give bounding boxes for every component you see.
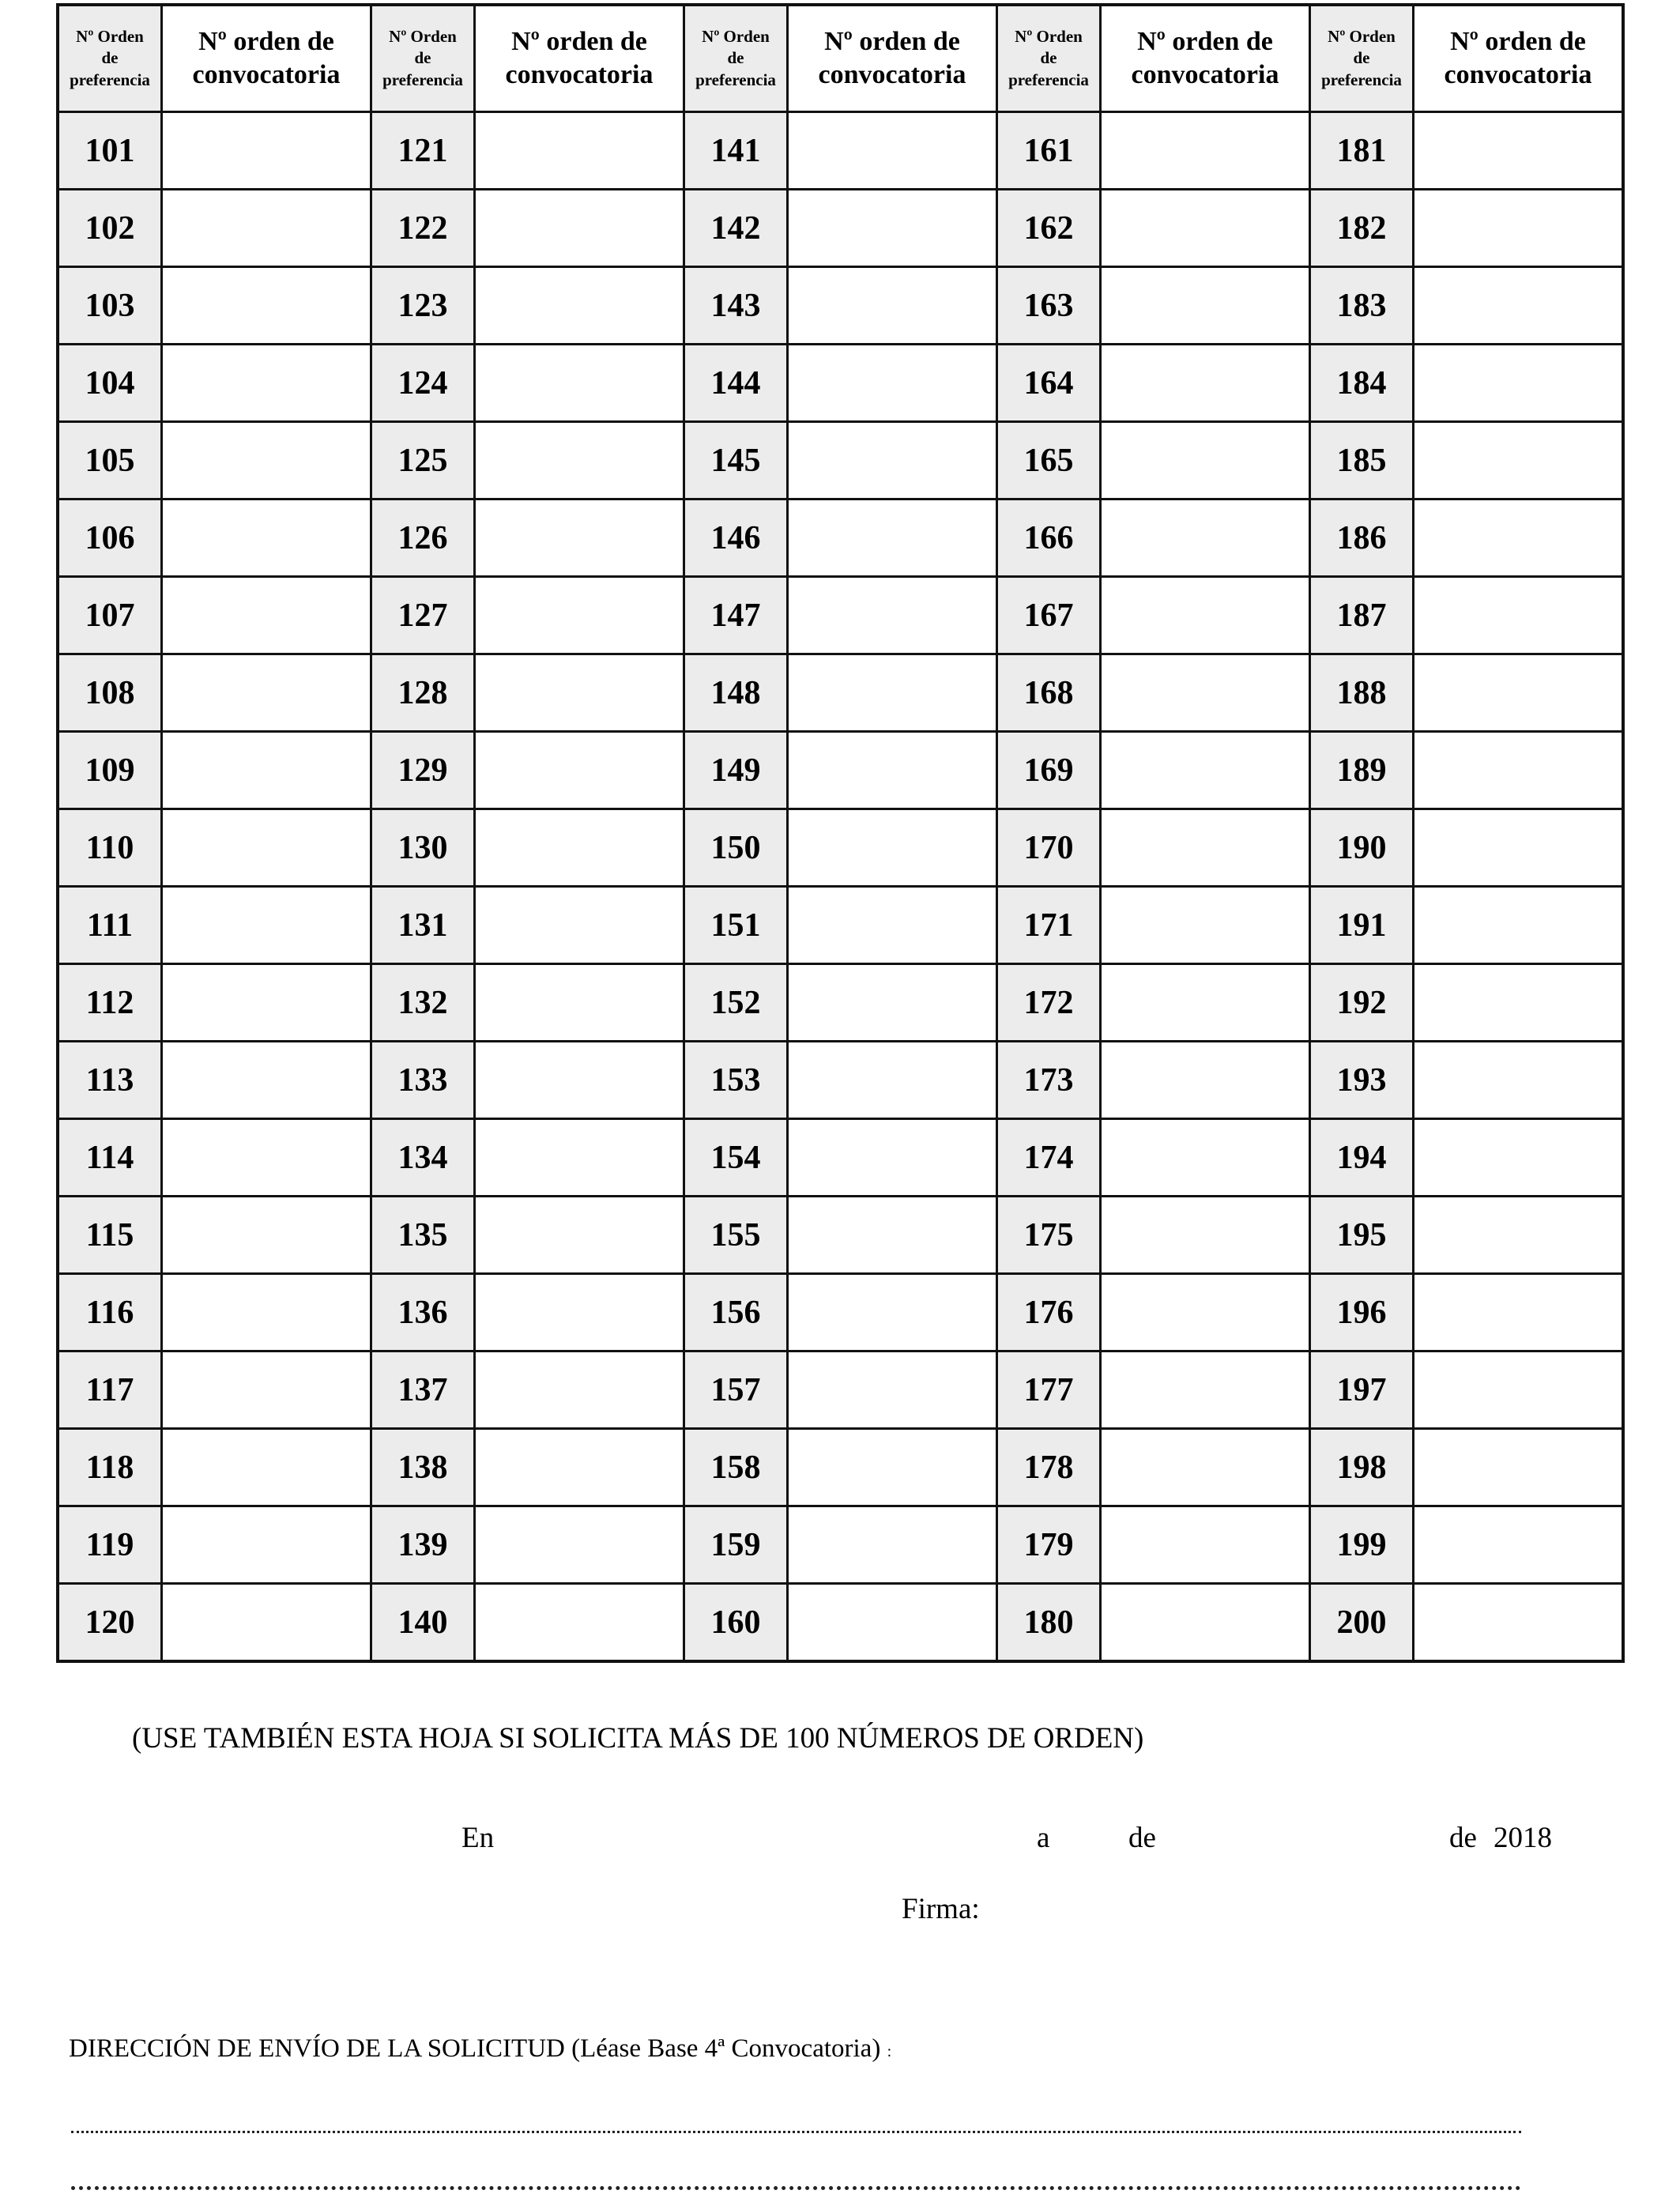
convocatoria-entry-cell[interactable] (162, 112, 371, 190)
preference-number: 165 (997, 422, 1101, 499)
preference-number: 174 (997, 1119, 1101, 1197)
convocatoria-entry-cell[interactable] (475, 1506, 684, 1584)
header-convocatoria-line: convocatoria (192, 60, 341, 89)
preference-number: 173 (997, 1042, 1101, 1119)
table-row (58, 190, 1623, 267)
preference-number: 149 (684, 732, 788, 809)
preference-number: 103 (58, 267, 162, 345)
convocatoria-entry-cell[interactable] (1101, 1429, 1310, 1506)
preference-number: 178 (997, 1429, 1101, 1506)
preference-number: 179 (997, 1506, 1101, 1584)
preference-number: 186 (1310, 499, 1414, 577)
preference-number: 128 (371, 654, 475, 732)
convocatoria-entry-cell[interactable] (475, 654, 684, 732)
table-row (58, 1197, 1623, 1274)
preference-number: 156 (684, 1274, 788, 1351)
convocatoria-entry-cell[interactable] (788, 345, 997, 422)
convocatoria-entry-cell[interactable] (162, 887, 371, 964)
preference-number: 115 (58, 1197, 162, 1274)
table-row (58, 732, 1623, 809)
preference-number: 169 (997, 732, 1101, 809)
preference-number: 133 (371, 1042, 475, 1119)
table-body (58, 112, 1623, 1662)
convocatoria-entry-cell[interactable] (788, 887, 997, 964)
preference-number: 122 (371, 190, 475, 267)
convocatoria-entry-cell[interactable] (1414, 1506, 1624, 1584)
signature-label: Firma: (902, 1893, 980, 1925)
preference-number: 163 (997, 267, 1101, 345)
convocatoria-entry-cell[interactable] (1414, 267, 1624, 345)
preference-number: 159 (684, 1506, 788, 1584)
preference-number: 153 (684, 1042, 788, 1119)
preference-number: 160 (684, 1584, 788, 1662)
preference-number: 135 (371, 1197, 475, 1274)
preference-number: 181 (1310, 112, 1414, 190)
convocatoria-entry-cell[interactable] (475, 964, 684, 1042)
date-a-label: a (1037, 1822, 1050, 1854)
preference-number: 139 (371, 1506, 475, 1584)
preference-number: 143 (684, 267, 788, 345)
preference-number: 113 (58, 1042, 162, 1119)
convocatoria-entry-cell[interactable] (1414, 577, 1624, 654)
convocatoria-entry-cell[interactable] (788, 1506, 997, 1584)
preference-number: 141 (684, 112, 788, 190)
preference-number: 170 (997, 809, 1101, 887)
header-preference-line: de (1353, 48, 1370, 68)
preference-number: 110 (58, 809, 162, 887)
convocatoria-entry-cell[interactable] (162, 190, 371, 267)
table-row (58, 1351, 1623, 1429)
convocatoria-entry-cell[interactable] (1414, 732, 1624, 809)
header-preference-line: preferencia (695, 70, 776, 89)
preference-number: 185 (1310, 422, 1414, 499)
header-preference-line: de (101, 48, 119, 68)
table-row (58, 654, 1623, 732)
preference-number: 127 (371, 577, 475, 654)
header-convocatoria-line: convocatoria (1131, 60, 1279, 89)
preference-number: 152 (684, 964, 788, 1042)
preference-number: 151 (684, 887, 788, 964)
header-convocatoria-1 (162, 5, 371, 112)
convocatoria-entry-cell[interactable] (475, 112, 684, 190)
preference-number: 118 (58, 1429, 162, 1506)
address-label (69, 2034, 891, 2064)
preference-number: 195 (1310, 1197, 1414, 1274)
preference-number: 107 (58, 577, 162, 654)
convocatoria-entry-cell[interactable] (475, 1119, 684, 1197)
convocatoria-entry-cell[interactable] (475, 1042, 684, 1119)
preference-number: 147 (684, 577, 788, 654)
convocatoria-entry-cell[interactable] (788, 112, 997, 190)
preference-number: 108 (58, 654, 162, 732)
preference-number: 200 (1310, 1584, 1414, 1662)
convocatoria-entry-cell[interactable] (1414, 1584, 1624, 1662)
preference-table (56, 3, 1625, 1663)
header-preference-5 (1310, 5, 1414, 112)
convocatoria-entry-cell[interactable] (788, 964, 997, 1042)
header-preference-line: de (727, 48, 744, 68)
convocatoria-entry-cell[interactable] (1101, 732, 1310, 809)
preference-number: 180 (997, 1584, 1101, 1662)
preference-number: 183 (1310, 267, 1414, 345)
header-preference-line: preferencia (1321, 70, 1402, 89)
date-en-label: En (461, 1822, 495, 1854)
preference-number: 126 (371, 499, 475, 577)
table-row (58, 1274, 1623, 1351)
address-line-1 (71, 2131, 1521, 2133)
header-convocatoria-4 (1101, 5, 1310, 112)
preference-number: 145 (684, 422, 788, 499)
convocatoria-entry-cell[interactable] (475, 267, 684, 345)
convocatoria-entry-cell[interactable] (475, 732, 684, 809)
convocatoria-entry-cell[interactable] (1101, 654, 1310, 732)
preference-number: 142 (684, 190, 788, 267)
header-convocatoria-5 (1414, 5, 1624, 112)
convocatoria-entry-cell[interactable] (1414, 809, 1624, 887)
header-preference-line: Nº Orden (1015, 27, 1083, 47)
table-row (58, 809, 1623, 887)
preference-number: 167 (997, 577, 1101, 654)
table-row (58, 422, 1623, 499)
preference-number: 119 (58, 1506, 162, 1584)
preference-number: 175 (997, 1197, 1101, 1274)
preference-number: 109 (58, 732, 162, 809)
header-row (58, 5, 1623, 112)
table-row (58, 499, 1623, 577)
date-de-label-2: de (1449, 1822, 1477, 1854)
convocatoria-entry-cell[interactable] (1414, 964, 1624, 1042)
header-preference-line: de (414, 48, 431, 68)
convocatoria-entry-cell[interactable] (788, 1197, 997, 1274)
preference-number: 101 (58, 112, 162, 190)
preference-number: 190 (1310, 809, 1414, 887)
header-convocatoria-line: Nº orden de (511, 26, 647, 56)
header-convocatoria-line: convocatoria (1444, 60, 1592, 89)
convocatoria-entry-cell[interactable] (1414, 190, 1624, 267)
convocatoria-entry-cell[interactable] (788, 1429, 997, 1506)
convocatoria-entry-cell[interactable] (1101, 422, 1310, 499)
convocatoria-entry-cell[interactable] (162, 809, 371, 887)
preference-number: 129 (371, 732, 475, 809)
convocatoria-entry-cell[interactable] (1101, 1274, 1310, 1351)
convocatoria-entry-cell[interactable] (788, 1274, 997, 1351)
convocatoria-entry-cell[interactable] (1101, 964, 1310, 1042)
address-colon: : (887, 2043, 892, 2060)
preference-number: 168 (997, 654, 1101, 732)
preference-number: 131 (371, 887, 475, 964)
header-convocatoria-line: Nº orden de (1450, 26, 1586, 56)
preference-number: 166 (997, 499, 1101, 577)
preference-number: 124 (371, 345, 475, 422)
convocatoria-entry-cell[interactable] (1414, 887, 1624, 964)
convocatoria-entry-cell[interactable] (162, 267, 371, 345)
convocatoria-entry-cell[interactable] (1101, 499, 1310, 577)
preference-number: 172 (997, 964, 1101, 1042)
preference-number: 150 (684, 809, 788, 887)
preference-number: 177 (997, 1351, 1101, 1429)
header-convocatoria-2 (475, 5, 684, 112)
convocatoria-entry-cell[interactable] (162, 732, 371, 809)
table-row (58, 1042, 1623, 1119)
date-de-label: de (1128, 1822, 1156, 1854)
preference-number: 157 (684, 1351, 788, 1429)
preference-number: 192 (1310, 964, 1414, 1042)
convocatoria-entry-cell[interactable] (475, 1197, 684, 1274)
preference-number: 199 (1310, 1506, 1414, 1584)
header-preference-line: Nº Orden (1328, 27, 1396, 47)
convocatoria-entry-cell[interactable] (1101, 1197, 1310, 1274)
convocatoria-entry-cell[interactable] (475, 190, 684, 267)
convocatoria-entry-cell[interactable] (1414, 1042, 1624, 1119)
convocatoria-entry-cell[interactable] (162, 1506, 371, 1584)
preference-number: 102 (58, 190, 162, 267)
header-convocatoria-3 (788, 5, 997, 112)
convocatoria-entry-cell[interactable] (788, 809, 997, 887)
convocatoria-entry-cell[interactable] (788, 732, 997, 809)
table-row (58, 1506, 1623, 1584)
convocatoria-entry-cell[interactable] (1414, 1274, 1624, 1351)
convocatoria-entry-cell[interactable] (162, 1197, 371, 1274)
table-row (58, 345, 1623, 422)
preference-number: 194 (1310, 1119, 1414, 1197)
header-preference-2 (371, 5, 475, 112)
convocatoria-entry-cell[interactable] (475, 1274, 684, 1351)
convocatoria-entry-cell[interactable] (162, 1351, 371, 1429)
convocatoria-entry-cell[interactable] (1101, 1119, 1310, 1197)
usage-note: (USE TAMBIÉN ESTA HOJA SI SOLICITA MÁS DE 100 NÚMEROS DE ORDEN) (132, 1722, 1144, 1755)
table-row (58, 964, 1623, 1042)
table-row (58, 887, 1623, 964)
convocatoria-entry-cell[interactable] (1414, 654, 1624, 732)
preference-number: 120 (58, 1584, 162, 1662)
preference-number: 148 (684, 654, 788, 732)
convocatoria-entry-cell[interactable] (1414, 422, 1624, 499)
preference-number: 105 (58, 422, 162, 499)
header-convocatoria-line: Nº orden de (198, 26, 334, 56)
header-preference-line: Nº Orden (76, 27, 144, 47)
preference-number: 162 (997, 190, 1101, 267)
preference-number: 132 (371, 964, 475, 1042)
header-preference-line: de (1040, 48, 1057, 68)
header-preference-line: preferencia (1008, 70, 1089, 89)
preference-number: 138 (371, 1429, 475, 1506)
convocatoria-entry-cell[interactable] (162, 1584, 371, 1662)
convocatoria-entry-cell[interactable] (788, 1119, 997, 1197)
table-row (58, 1584, 1623, 1662)
preference-number: 189 (1310, 732, 1414, 809)
preference-number: 182 (1310, 190, 1414, 267)
preference-number: 188 (1310, 654, 1414, 732)
convocatoria-entry-cell[interactable] (162, 345, 371, 422)
convocatoria-entry-cell[interactable] (788, 1042, 997, 1119)
header-preference-3 (684, 5, 788, 112)
convocatoria-entry-cell[interactable] (788, 422, 997, 499)
preference-number: 187 (1310, 577, 1414, 654)
preference-number: 198 (1310, 1429, 1414, 1506)
preference-number: 158 (684, 1429, 788, 1506)
preference-number: 121 (371, 112, 475, 190)
convocatoria-entry-cell[interactable] (1101, 267, 1310, 345)
header-preference-4 (997, 5, 1101, 112)
preference-number: 112 (58, 964, 162, 1042)
preference-number: 104 (58, 345, 162, 422)
convocatoria-entry-cell[interactable] (475, 577, 684, 654)
preference-number: 161 (997, 112, 1101, 190)
convocatoria-entry-cell[interactable] (788, 577, 997, 654)
convocatoria-entry-cell[interactable] (1101, 577, 1310, 654)
header-preference-line: preferencia (382, 70, 463, 89)
preference-number: 197 (1310, 1351, 1414, 1429)
preference-number: 196 (1310, 1274, 1414, 1351)
header-convocatoria-line: convocatoria (505, 60, 654, 89)
header-preference-line: preferencia (70, 70, 150, 89)
convocatoria-entry-cell[interactable] (1101, 1042, 1310, 1119)
convocatoria-entry-cell[interactable] (1101, 112, 1310, 190)
preference-number: 171 (997, 887, 1101, 964)
table-row (58, 267, 1623, 345)
table-row (58, 1429, 1623, 1506)
address-line-2 (71, 2186, 1521, 2190)
preference-number: 164 (997, 345, 1101, 422)
convocatoria-entry-cell[interactable] (1101, 1351, 1310, 1429)
convocatoria-entry-cell[interactable] (788, 267, 997, 345)
preference-number: 125 (371, 422, 475, 499)
convocatoria-entry-cell[interactable] (1414, 1119, 1624, 1197)
address-label-text: DIRECCIÓN DE ENVÍO DE LA SOLICITUD (Léase Base 4ª Convocatoria) (69, 2034, 881, 2063)
preference-number: 117 (58, 1351, 162, 1429)
convocatoria-entry-cell[interactable] (788, 499, 997, 577)
convocatoria-entry-cell[interactable] (788, 1584, 997, 1662)
convocatoria-entry-cell[interactable] (162, 1119, 371, 1197)
convocatoria-entry-cell[interactable] (1414, 1197, 1624, 1274)
preference-number: 176 (997, 1274, 1101, 1351)
convocatoria-entry-cell[interactable] (475, 345, 684, 422)
convocatoria-entry-cell[interactable] (162, 577, 371, 654)
header-convocatoria-line: Nº orden de (1137, 26, 1273, 56)
header-convocatoria-line: Nº orden de (824, 26, 960, 56)
date-year: 2018 (1494, 1822, 1552, 1854)
preference-number: 155 (684, 1197, 788, 1274)
preference-number: 184 (1310, 345, 1414, 422)
preference-number: 137 (371, 1351, 475, 1429)
convocatoria-entry-cell[interactable] (162, 1429, 371, 1506)
table-row (58, 577, 1623, 654)
preference-number: 154 (684, 1119, 788, 1197)
convocatoria-entry-cell[interactable] (1414, 1429, 1624, 1506)
preference-number: 111 (58, 887, 162, 964)
preference-number: 193 (1310, 1042, 1414, 1119)
convocatoria-entry-cell[interactable] (788, 1351, 997, 1429)
convocatoria-entry-cell[interactable] (1414, 499, 1624, 577)
header-preference-1 (58, 5, 162, 112)
convocatoria-entry-cell[interactable] (475, 1429, 684, 1506)
convocatoria-entry-cell[interactable] (162, 422, 371, 499)
preference-number: 114 (58, 1119, 162, 1197)
preference-number: 146 (684, 499, 788, 577)
convocatoria-entry-cell[interactable] (162, 1042, 371, 1119)
table-row (58, 1119, 1623, 1197)
convocatoria-entry-cell[interactable] (788, 654, 997, 732)
preference-number: 191 (1310, 887, 1414, 964)
convocatoria-entry-cell[interactable] (788, 190, 997, 267)
convocatoria-entry-cell[interactable] (1101, 345, 1310, 422)
convocatoria-entry-cell[interactable] (1101, 190, 1310, 267)
preference-number: 134 (371, 1119, 475, 1197)
table-row (58, 112, 1623, 190)
convocatoria-entry-cell[interactable] (475, 499, 684, 577)
convocatoria-entry-cell[interactable] (475, 887, 684, 964)
preference-number: 130 (371, 809, 475, 887)
preference-number: 106 (58, 499, 162, 577)
convocatoria-entry-cell[interactable] (1414, 112, 1624, 190)
header-preference-line: Nº Orden (389, 27, 457, 47)
convocatoria-entry-cell[interactable] (1414, 1351, 1624, 1429)
convocatoria-entry-cell[interactable] (475, 422, 684, 499)
convocatoria-entry-cell[interactable] (162, 654, 371, 732)
preference-number: 116 (58, 1274, 162, 1351)
preference-number: 136 (371, 1274, 475, 1351)
convocatoria-entry-cell[interactable] (1101, 887, 1310, 964)
preference-number: 140 (371, 1584, 475, 1662)
convocatoria-entry-cell[interactable] (1414, 345, 1624, 422)
convocatoria-entry-cell[interactable] (1101, 1506, 1310, 1584)
header-convocatoria-line: convocatoria (818, 60, 966, 89)
convocatoria-entry-cell[interactable] (475, 1584, 684, 1662)
preference-number: 144 (684, 345, 788, 422)
convocatoria-entry-cell[interactable] (1101, 1584, 1310, 1662)
preference-number: 123 (371, 267, 475, 345)
convocatoria-entry-cell[interactable] (1101, 809, 1310, 887)
convocatoria-entry-cell[interactable] (162, 499, 371, 577)
convocatoria-entry-cell[interactable] (162, 964, 371, 1042)
convocatoria-entry-cell[interactable] (475, 1351, 684, 1429)
convocatoria-entry-cell[interactable] (162, 1274, 371, 1351)
convocatoria-entry-cell[interactable] (475, 809, 684, 887)
header-preference-line: Nº Orden (702, 27, 770, 47)
